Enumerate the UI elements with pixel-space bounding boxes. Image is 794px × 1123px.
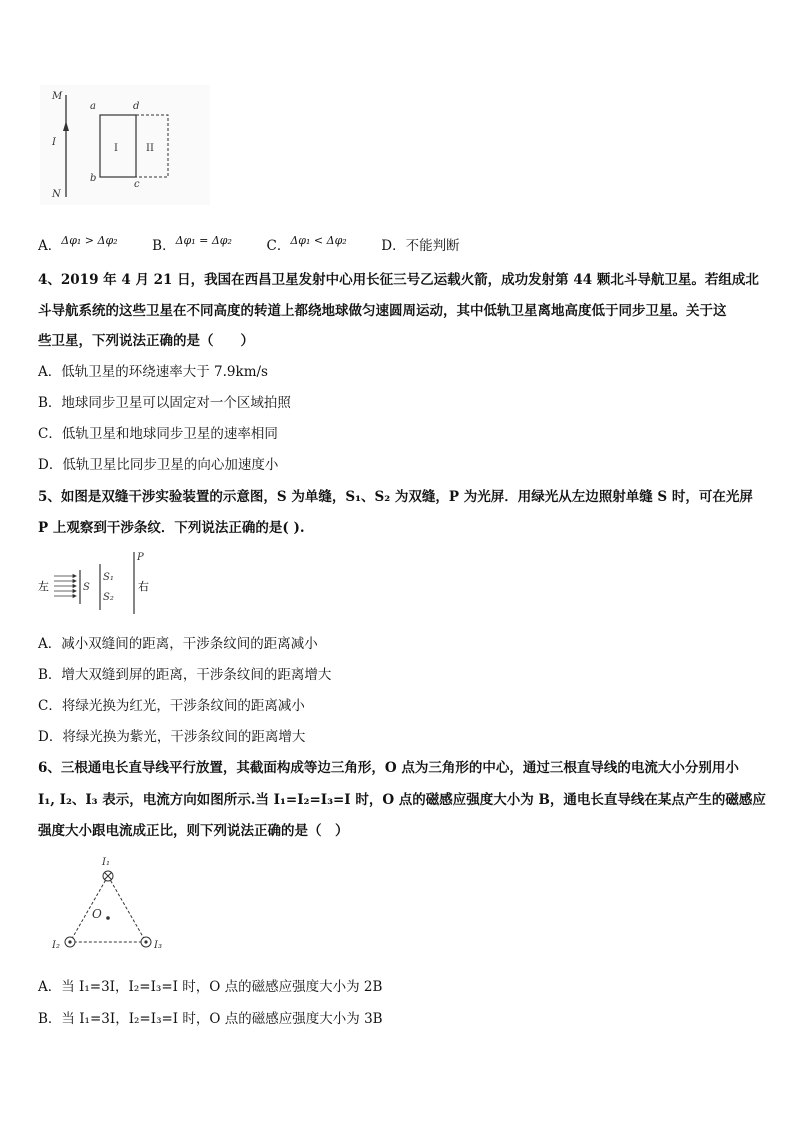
q6-stem-line-2: I₁, I₂、I₃ 表示，电流方向如图所示.当 I₁=I₂=I₃=I 时，O 点的磁感应强度大小为 B，通电长直导线在某点产生的磁感应	[38, 792, 766, 808]
q6-option-b[interactable]: B．当 I₁=3I，I₂=I₃=I 时，O 点的磁感应强度大小为 3B	[38, 1011, 383, 1027]
q4-stem-line-2: 斗导航系统的这些卫星在不同高度的转道上都绕地球做匀速圆周运动，其中低轨卫星离地高度低于同步卫星。关于这	[38, 303, 727, 319]
q5-option-a[interactable]: A．减小双缝间的距离，干涉条纹间的距离减小	[38, 636, 318, 652]
wire-i1-into-page-icon	[103, 871, 113, 881]
q4-option-a[interactable]: A．低轨卫星的环绕速率大于 7.9km/s	[38, 364, 268, 380]
q4-stem-line-3: 些卫星，下列说法正确的是（ ）	[38, 333, 254, 349]
label-region-2: II	[146, 143, 154, 154]
label-region-1: I	[114, 143, 118, 154]
q4-option-d[interactable]: D．低轨卫星比同步卫星的向心加速度小	[38, 457, 279, 473]
triangle	[70, 876, 146, 942]
label-s1: S₁	[103, 572, 114, 583]
label-m: M	[52, 91, 63, 102]
label-a: a	[90, 101, 96, 112]
q5-stem-line-2: P 上观察到干涉条纹．下列说法正确的是( ).	[38, 520, 305, 536]
q5-figure	[38, 550, 168, 616]
q4-option-b[interactable]: B．地球同步卫星可以固定对一个区域拍照	[38, 395, 291, 411]
q3-figure	[40, 85, 210, 205]
light-rays	[54, 575, 76, 598]
label-i: I	[52, 137, 56, 148]
label-i3: I₃	[154, 940, 162, 951]
label-s: S	[83, 582, 90, 593]
q3-option-a[interactable]: A．$^{\Delta\varphi_1 > \Delta\varphi_2}$	[38, 234, 118, 254]
label-left: 左	[38, 580, 49, 593]
q3-option-d[interactable]: D．不能判断	[381, 238, 460, 254]
label-i1: I₁	[102, 857, 110, 868]
q6-stem-line-1: 6、三根通电长直导线平行放置，其截面构成等边三角形，O 点为三角形的中心，通过三根直导线的电流大小分别用小	[38, 760, 739, 776]
wire-i2-out-of-page-icon	[65, 937, 75, 947]
label-d: d	[133, 101, 140, 112]
q5-option-c[interactable]: C．将绿光换为红光，干涉条纹间的距离减小	[38, 698, 305, 714]
point-o	[106, 916, 110, 920]
q3-options	[38, 236, 460, 257]
label-p: P	[137, 552, 144, 563]
q6-figure	[46, 854, 176, 958]
label-right: 右	[138, 580, 149, 593]
q4-option-c[interactable]: C．低轨卫星和地球同步卫星的速率相同	[38, 426, 278, 442]
q3-option-c[interactable]: C．$^{\Delta\varphi_1 < \Delta\varphi_2}$	[266, 234, 347, 254]
q6-stem-line-3: 强度大小跟电流成正比，则下列说法正确的是（ ）	[38, 823, 349, 839]
q5-stem-line-1: 5、如图是双缝干涉实验装置的示意图，S 为单缝，S₁、S₂ 为双缝，P 为光屏．用绿光从左边照射单缝 S 时，可在光屏	[38, 489, 753, 505]
q6-option-a[interactable]: A．当 I₁=3I，I₂=I₃=I 时，O 点的磁感应强度大小为 2B	[38, 979, 383, 995]
label-b: b	[90, 173, 97, 184]
q5-option-b[interactable]: B．增大双缝到屏的距离，干涉条纹间的距离增大	[38, 667, 332, 683]
label-c: c	[134, 179, 140, 190]
q3-option-b[interactable]: B．$^{\Delta\varphi_1 = \Delta\varphi_2}$	[152, 234, 232, 254]
q4-stem-line-1: 4、2019 年 4 月 21 日，我国在西昌卫星发射中心用长征三号乙运载火箭，成功发射第 44 颗北斗导航卫星。若组成北	[38, 272, 759, 288]
label-o: O	[92, 907, 102, 921]
label-s2: S₂	[103, 592, 114, 603]
label-n: N	[52, 189, 61, 200]
wire-i3-out-of-page-icon	[141, 937, 151, 947]
q5-option-d[interactable]: D．将绿光换为紫光，干涉条纹间的距离增大	[38, 729, 306, 745]
label-i2: I₂	[52, 940, 60, 951]
